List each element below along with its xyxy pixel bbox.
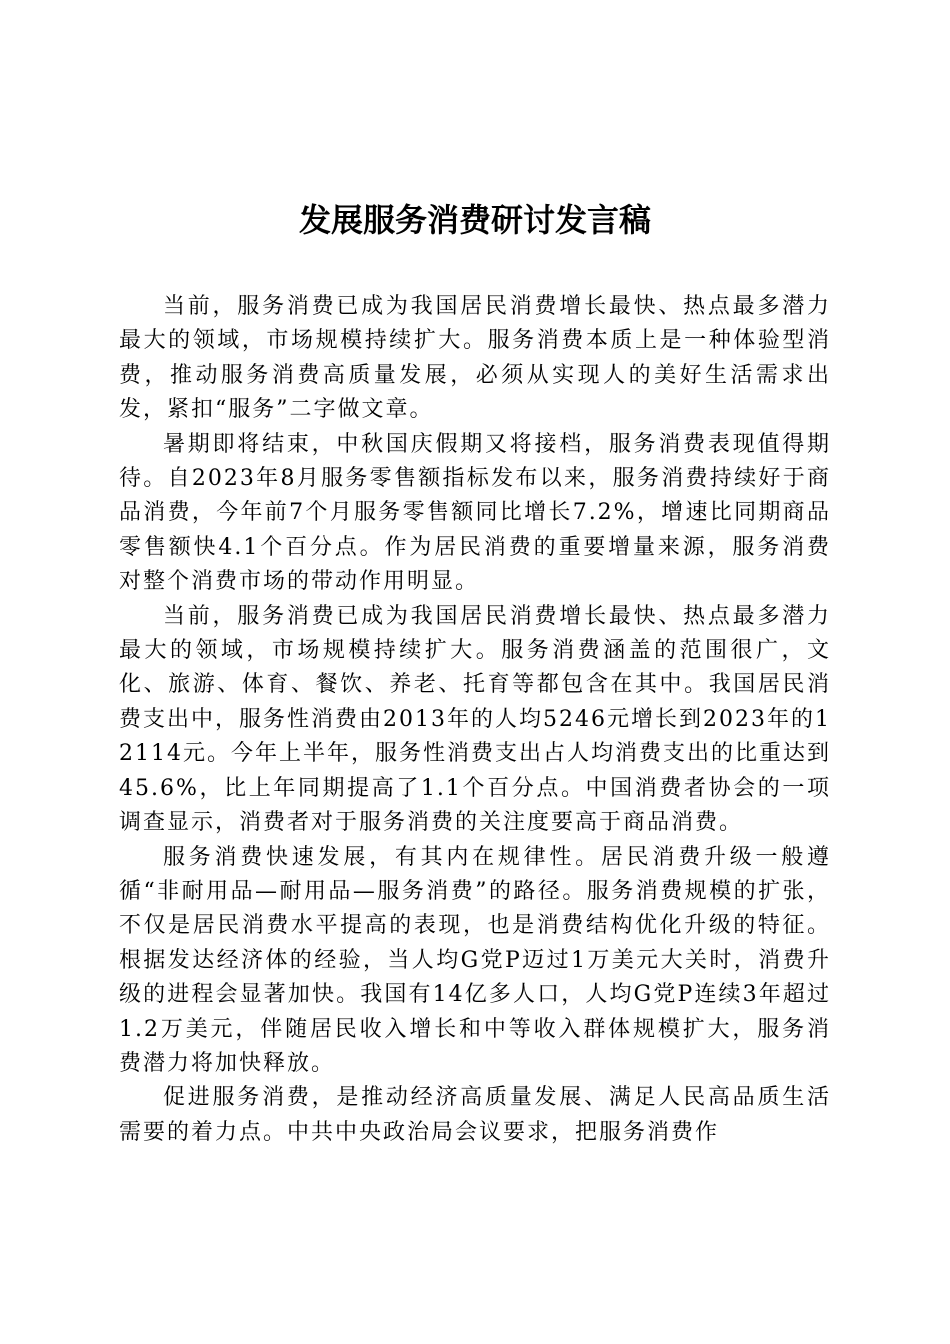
document-body [119, 290, 831, 1150]
document-title: 发展服务消费研讨发言稿 [298, 201, 651, 239]
paragraph-2: 暑期即将结束，中秋国庆假期又将接档，服务消费表现值得期待。自2023年8月服务零售额指标发布以来，服务消费持续好于商品消费，今年前7个月服务零售额同比增长7.2%，增速比同期商品零售额快4.1个百分点。作为居民消费的重要增量来源，服务消费对整个消费市场的带动作用明显。 [119, 431, 831, 595]
paragraph-3: 当前，服务消费已成为我国居民消费增长最快、热点最多潜力最大的领域，市场规模持续扩大。服务消费涵盖的范围很广，文化、旅游、体育、餐饮、养老、托育等都包含在其中。我国居民消费支出中，服务性消费由2013年的人均5246元增长到2023年的12114元。今年上半年，服务性消费支出占人均消费支出的比重达到45.6%，比上年同期提高了1.1个百分点。中国消费者协会的一项调查显示，消费者对于服务消费的关注度要高于商品消费。 [119, 603, 831, 836]
paragraph-5: 促进服务消费，是推动经济高质量发展、满足人民高品质生活需要的着力点。中共中央政治局会议要求，把服务消费作 [119, 1085, 831, 1145]
paragraph-4: 服务消费快速发展，有其内在规律性。居民消费升级一般遵循“非耐用品—耐用品—服务消费”的路径。服务消费规模的扩张，不仅是居民消费水平提高的表现，也是消费结构优化升级的特征。根据发达经济体的经验，当人均G党P迈过1万美元大关时，消费升级的进程会显著加快。我国有14亿多人口，人均G党P连续3年超过1.2万美元，伴随居民收入增长和中等收入群体规模扩大，服务消费潜力将加快释放。 [119, 844, 831, 1076]
paragraph-1: 当前，服务消费已成为我国居民消费增长最快、热点最多潜力最大的领域，市场规模持续扩大。服务消费本质上是一种体验型消费，推动服务消费高质量发展，必须从实现人的美好生活需求出发，紧扣“服务”二字做文章。 [119, 294, 831, 423]
